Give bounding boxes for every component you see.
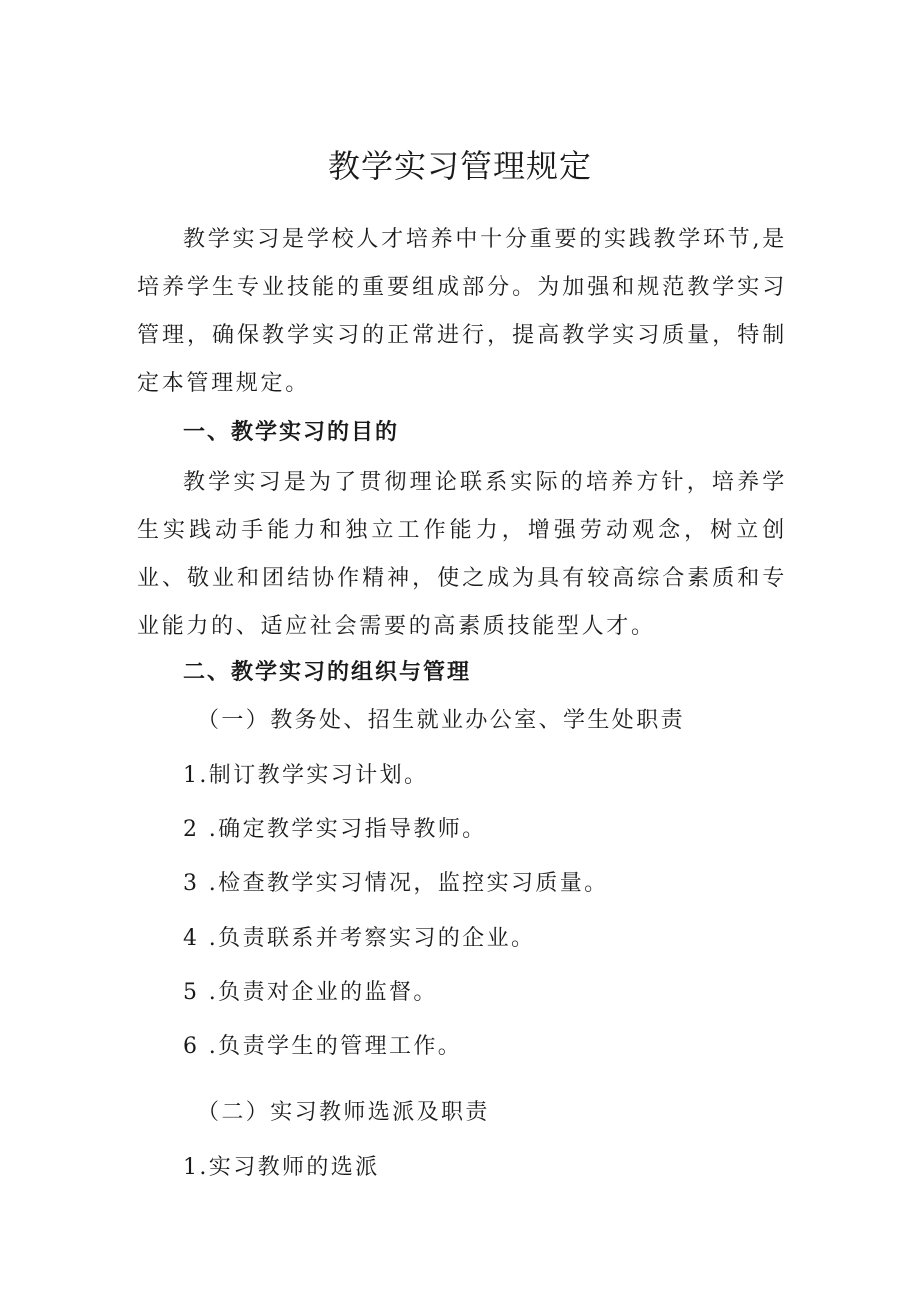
section-1-heading: 一、教学实习的目的 (183, 420, 400, 445)
list-item: 4 .负责联系并考察实习的企业。 (183, 926, 536, 951)
list-item: 1.制订教学实习计划。 (183, 763, 429, 788)
list-item: 1.实习教师的选派 (183, 1155, 380, 1180)
intro-paragraph: 教学实习是学校人才培养中十分重要的实践教学环节,是培养学生专业技能的重要组成部分。为加强和规范教学实习管理，确保教学实习的正常进行，提高教学实习质量，特制定本管理规定。 (137, 227, 787, 396)
section-2-heading: 二、教学实习的组织与管理 (183, 660, 472, 685)
list-item: 3 .检查教学实习情况，监控实习质量。 (183, 871, 609, 896)
section-1-paragraph: 教学实习是为了贯彻理论联系实际的培养方针，培养学生实践动手能力和独立工作能力，增强劳动观念，树立创业、敬业和团结协作精神，使之成为具有较高综合素质和专业能力的、适应社会需要的高素质技能型人才。 (137, 470, 787, 639)
list-item: 5 .负责对企业的监督。 (183, 980, 438, 1005)
list-item: 6 .负责学生的管理工作。 (183, 1034, 463, 1059)
list-item: 2 .确定教学实习指导教师。 (183, 817, 487, 842)
document-title: 教学实习管理规定 (327, 147, 592, 185)
subsection-2-heading: （二）实习教师选派及职责 (197, 1100, 490, 1125)
subsection-1-heading: （一）教务处、招生就业办公室、学生处职责 (197, 708, 686, 733)
